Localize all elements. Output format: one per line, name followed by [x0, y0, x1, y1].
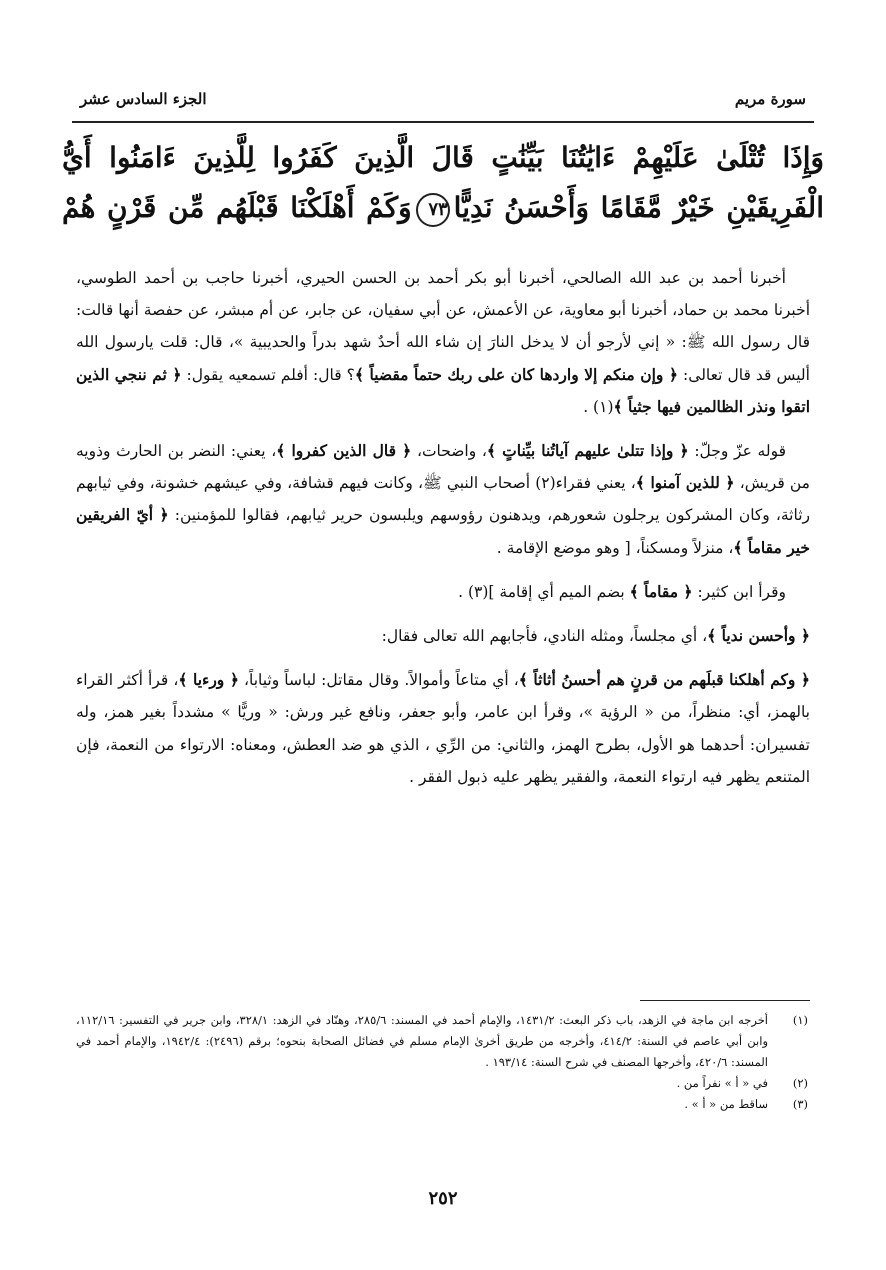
quran-quote: ﴿ وإن منكم إلا واردها كان على ربك حتماً مقضياً ﴾ [354, 364, 678, 384]
footnote-text: في « أ » نفراً من . [676, 1076, 768, 1090]
footnote-ref: (١) . [583, 397, 614, 416]
text-run: ، أي متاعاً وأموالاً. وقال مقاتل: لباساً وثياباً، [243, 671, 519, 690]
text-run: ، منزلاً ومسكناً، [ وهو موضع الإقامة . [496, 538, 734, 557]
quran-quote: ﴿ ثم ننجي الذين اتقوا ونذر الظالمين فيها جثياً ﴾ [76, 364, 810, 416]
quran-quote: ﴿ قال الذين كفروا ﴾ [276, 441, 412, 461]
text-run: قوله عزّ وجلّ: [694, 442, 786, 461]
footnote-divider [640, 1000, 810, 1001]
part-title: الجزء السادس عشر [80, 90, 207, 108]
paragraph-tafsir [76, 435, 810, 564]
quran-quote: ﴿ أيّ الفريقين خير مقاماً ﴾ [76, 505, 810, 557]
verse-text-b: وَكَمْ أَهْلَكْنَا قَبْلَهُم مِّن قَرْنٍ هُمْ [62, 191, 412, 224]
footnote-text: ساقط من « أ » . [684, 1097, 768, 1111]
text-run: ، يعني فقراء(٢) أصحاب النبي ﷺ، وكانت فيهم قشافة، وفي عيشهم خشونة، وفي ثيابهم رثاثة، وكان المشركون يرجلون شعورهم، ويدهنون رؤوسهم ويلبسون حرير ثيابهم، فقالوا للمؤمنين: [76, 474, 810, 525]
text-run: ، واضحات، [416, 442, 487, 461]
paragraph-athath [76, 664, 810, 793]
footnote-item [76, 1010, 808, 1073]
text-run: بضم الميم أي إقامة ](٣) . [458, 582, 625, 601]
footnote-number: (٢) [792, 1076, 808, 1090]
quran-quote: ﴿ وأحسن ندياً ﴾ [707, 626, 810, 646]
header-divider [72, 121, 814, 123]
text-run: ، قرأ أكثر القراء بالهمز، أي: منظراً، من « الرؤية »، وقرأ ابن عامر، وأبو جعفر، ونافع غير ورش: « وريًّا » مشدداً بغير همز، وله تفسيران: أحدهما هو الأول، بطرح الهمز، والثاني: من الرِّي ، الذي هو ضد العطش، ومعناه: الارتواء من النعمة، فإن المتنعم يظهر فيه ارتواء النعمة، والفقير يظهر عليه ذبول الفقر . [76, 671, 810, 786]
quran-quote: ﴿ ورءيا ﴾ [178, 670, 239, 690]
paragraph-nadiya [76, 620, 810, 652]
text-run: ، يعني: النضر بن الحارث وذويه من قريش، [76, 442, 810, 493]
page-number: ٢٥٢ [428, 1188, 458, 1209]
paragraph-qiraat [76, 576, 810, 608]
text-run: وقرأ ابن كثير: [697, 582, 786, 601]
commentary-body [76, 262, 810, 805]
verse-line-2 [62, 183, 824, 233]
surah-title: سورة مريم [734, 90, 806, 108]
footnote-item [76, 1073, 808, 1094]
footnote-number: (١) [792, 1013, 808, 1027]
footnotes [76, 1010, 808, 1115]
text-run: أخبرنا أحمد بن عبد الله الصالحي، أخبرنا أبو بكر أحمد بن الحسن الحيري، أخبرنا حاجب بن أحمد الطوسي، أخبرنا محمد بن حماد، أخبرنا أبو معاوية، عن الأعمش، عن أبي سفيان، عن جابر، عن أم مبشر، عن حفصة أنها قالت: قال رسول الله ﷺ: « إني لأرجو أن لا يدخل النارَ إن شاء الله أحدٌ شهد بدراً والحديبية »، قال: قلت يارسول الله أليس قد قال تعالى: [76, 269, 810, 384]
footnote-text: أخرجه ابن ماجة في الزهد، باب ذكر البعث: ١٤٣١/٢، والإمام أحمد في المسند: ٢٨٥/٦، وهنّاد في الزهد: ٣٢٨/١، وابن جرير في التفسير: ١١٢/١٦، وابن أبي عاصم في السنة: ٤١٤/٢، وأخرجه من طريق أخرىٰ الإمام مسلم في فضائل الصحابة بنحوه؛ برقم (٢٤٩٦): ١٩٤٢/٤، والإمام أحمد في المسند: ٤٢٠/٦، وأخرجها المصنف في شرح السنة: ١٩٣/١٤ . [76, 1013, 769, 1069]
text-run: ؟ قال: أفلم تسمعيه يقول: [186, 365, 355, 384]
quran-quote: ﴿ وكم أهلكنا قبلَهم من قرنٍ هم أحسنُ أثاثاً ﴾ [518, 670, 810, 690]
verse-number-marker: ٧٣ [416, 193, 450, 227]
paragraph-hadith [76, 262, 810, 423]
running-header [80, 82, 806, 116]
footnote-item [76, 1094, 808, 1115]
text-run: ، أي مجلساً، ومثله النادي، فأجابهم الله تعالى فقال: [381, 627, 708, 646]
quran-quote: ﴿ للذين آمنوا ﴾ [635, 473, 735, 493]
quran-verses [62, 133, 824, 233]
quran-quote: ﴿ وإذا تتلىٰ عليهم آياتُنا بيِّناتٍ ﴾ [486, 441, 689, 461]
verse-line-1: وَإِذَا تُتْلَىٰ عَلَيْهِمْ ءَايَٰتُنَا بَيِّنَٰتٍ قَالَ الَّذِينَ كَفَرُوا لِلَّذِينَ ءَامَنُوا أَيُّ [62, 141, 824, 174]
verse-text-a: الْفَرِيقَيْنِ خَيْرٌ مَّقَامًا وَأَحْسَنُ نَدِيًّا [453, 191, 824, 224]
quran-quote: ﴿ مقاماً ﴾ [629, 581, 693, 601]
footnote-number: (٣) [792, 1097, 808, 1111]
